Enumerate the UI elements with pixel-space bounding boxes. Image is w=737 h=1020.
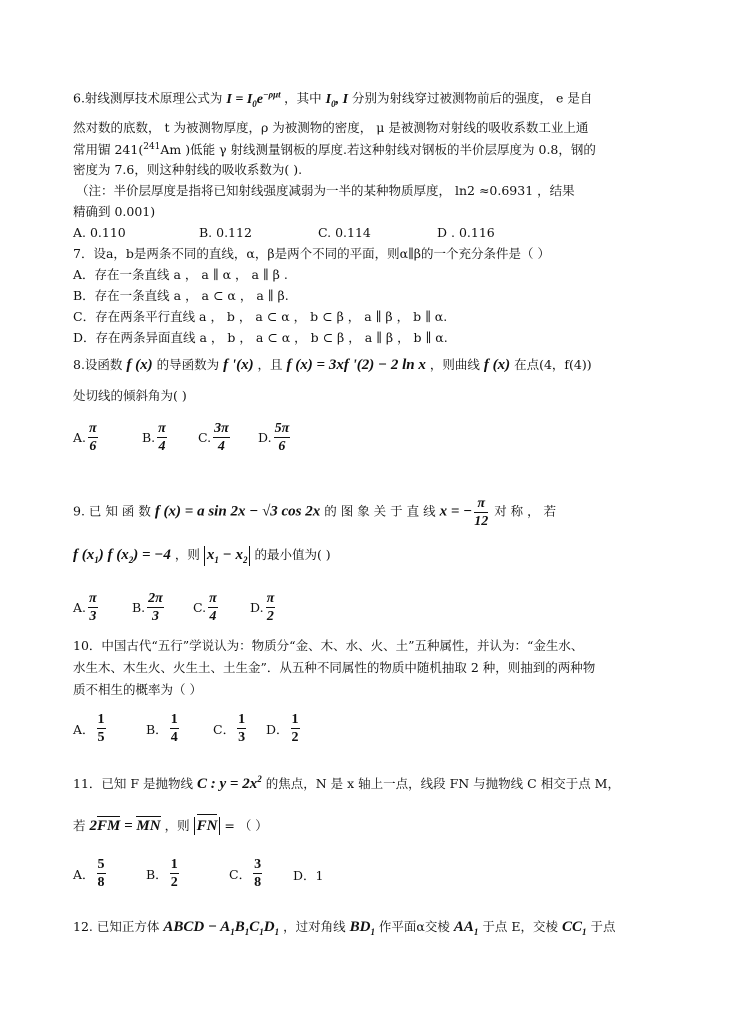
q10-option-a: A． $\frac{1}{5}$ (73, 712, 105, 746)
q9-func: f (x) = a sin 2x − √3 cos 2x (154, 503, 321, 520)
q8-option-a: A. $\frac{\pi}{6}$ (73, 421, 97, 455)
q6-line1: 6.射线测厚技术原理公式为 $I = I_0e^{-\rho\mu t}$ ，其中 $I_0$, I 分别为射线穿过被测物前后的强度， e 是自 (73, 89, 593, 109)
q6-line2: 然对数的底数， t 为被测物厚度，ρ 为被测物的密度， μ 是被测物对射线的吸收系数工业上通 (73, 120, 589, 135)
q10-line2: 水生木、木生火、火生土、土生金”．从五种不同属性的物质中随机抽取 2 种，则抽到的两种物 (73, 660, 596, 675)
q7-option-c: C．存在两条平行直线 a ， b ， a ⊂ α ， b ⊂ β ， a ∥ β ， b ∥ α. (73, 309, 448, 324)
q6-formula: $I = I_0e^{-\rho\mu t}$ (226, 89, 281, 109)
q11-option-d: D．1 (293, 868, 324, 883)
q11-parabola: C : $y = 2x^2$ (197, 774, 262, 792)
q12-diagonal: $BD_1$ (349, 919, 375, 937)
q9-option-c: C. $\frac{\pi}{4}$ (193, 591, 217, 625)
q7-stem: 7．设a，b是两条不同的直线，α，β是两个不同的平面，则α∥β的一个充分条件是（ ） (73, 246, 550, 261)
q12-line1: 12. 已知正方体 ABCD − $A_1B_1C_1D_1$ ，过对角线 $BD_1$ 作平面α交棱 $AA_1$ 于点 E，交棱 $CC_1$ 于点 (73, 919, 616, 937)
q12-edge-cc: $CC_1$ (561, 919, 587, 937)
q8-line1: 8.设函数 f (x) 的导函数为 f '(x) ，且 f (x) = 3xf '(2) − 2 ln x ，则曲线 f (x) 在点(4，f(4)) (73, 357, 592, 373)
q9-option-d: D. $\frac{\pi}{2}$ (250, 591, 275, 625)
q8-equation: f (x) = 3xf '(2) − 2 ln x (286, 357, 426, 373)
q8-func-2: f (x) (483, 357, 511, 373)
q6-stem-start: 6.射线测厚技术原理公式为 (73, 90, 223, 106)
q6-vars: $I_0$, I (325, 91, 349, 109)
q11-option-c: C． $\frac{3}{8}$ (229, 857, 262, 891)
q6-line6: 精确到 0.001) (73, 204, 156, 219)
q8-option-b: B. $\frac{\pi}{4}$ (142, 421, 166, 455)
q10-option-c: C． $\frac{1}{3}$ (213, 712, 246, 746)
q11-line1: 11．已知 F 是抛物线 C : $y = 2x^2$ 的焦点，N 是 x 轴上一点，线段 FN 与抛物线 C 相交于点 M， (73, 774, 620, 792)
q11-line2: 若 2FM = MN ，则 FN = （ ） (73, 818, 268, 834)
q6-line4: 密度为 7.6，则这种射线的吸收系数为( ). (73, 162, 303, 177)
q11-option-b: B． $\frac{1}{2}$ (146, 857, 178, 891)
q8-derivative: f '(x) (223, 357, 254, 373)
q10-option-d: D． $\frac{1}{2}$ (266, 712, 299, 746)
q10-option-b: B． $\frac{1}{4}$ (146, 712, 178, 746)
q6-line5: （注：半价层厚度是指将已知射线强度减弱为一半的某种物质厚度， ln2 ≈0.6931 ，结果 (76, 183, 575, 198)
q6-option-a: A. 0.110 (73, 225, 126, 240)
q8-func: f (x) (126, 357, 153, 373)
q6-option-c: C. 0.114 (318, 225, 371, 240)
q9-abs: $x_1 - x_2$ (204, 546, 251, 566)
q9-line2: f $(x_1)$ f $(x_2) = -4$ ，则 $x_1 - x_2$ 的最小值为( ) (73, 547, 331, 565)
q6-line3: 常用镅 241($^{241}$Am )低能 γ 射线测量钢板的厚度.若这种射线对钢板的半价层厚度为 0.8，钢的 (73, 142, 596, 158)
q9-product: f $(x_1)$ f $(x_2) = -4$ (73, 547, 171, 565)
q8-option-c: C. $\frac{3\pi}{4}$ (198, 421, 229, 455)
q9-fraction: $\frac{\pi}{12}$ (474, 496, 489, 530)
q9-option-a: A. $\frac{\pi}{3}$ (73, 591, 97, 625)
q12-cube: ABCD − $A_1B_1C_1D_1$ (163, 919, 280, 937)
q9-line-eq: x = − (439, 503, 473, 520)
q6-option-b: B. 0.112 (199, 225, 252, 240)
q7-option-a: A．存在一条直线 a ， a ∥ α ， a ∥ β . (73, 267, 288, 282)
q8-option-d: D. $\frac{5\pi}{6}$ (258, 421, 290, 455)
q10-line3: 质不相生的概率为（ ） (73, 682, 202, 697)
q9-option-b: B. $\frac{2\pi}{3}$ (132, 591, 163, 625)
q10-line1: 10．中国古代“五行”学说认为：物质分“金、木、水、火、土”五种属性，并认为：“金生水、 (73, 638, 584, 653)
q12-edge-aa: $AA_1$ (453, 919, 479, 937)
q11-abs-fn: FN (194, 817, 221, 835)
q7-option-b: B．存在一条直线 a ， a ⊂ α ， a ∥ β. (73, 288, 289, 303)
q9-line1: 9. 已 知 函 数 f (x) = a sin 2x − √3 cos 2x 的 图 象 关 于 直 线 x = − $\frac{\pi}{12}$ 对 称 ， 若 (73, 496, 557, 530)
q6-option-d: D . 0.116 (437, 225, 495, 240)
q8-line2: 处切线的倾斜角为( ) (73, 388, 187, 403)
q11-option-a: A． $\frac{5}{8}$ (73, 857, 105, 891)
q11-vector-eq: 2FM = MN (89, 818, 161, 834)
q7-option-d: D．存在两条异面直线 a ， b ， a ⊂ α ， b ⊂ β ， a ∥ β ， b ∥ α. (73, 330, 448, 345)
